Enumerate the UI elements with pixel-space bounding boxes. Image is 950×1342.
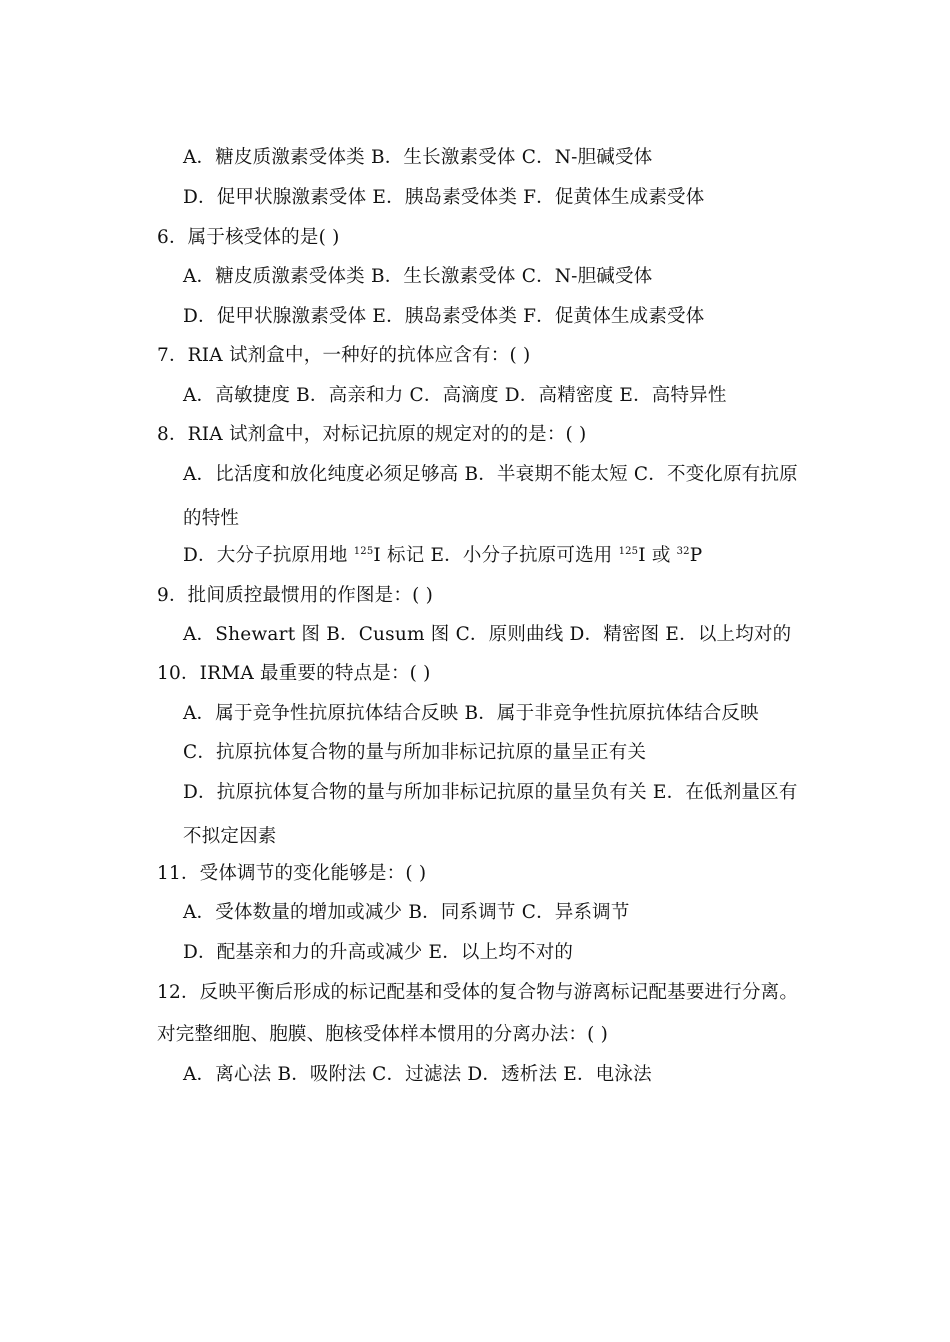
question-7: 7．RIA 试剂盒中，一种好的抗体应含有：( )	[157, 345, 531, 366]
question-12-continued: 对完整细胞、胞膜、胞核受体样本惯用的分离办法：( )	[157, 1024, 609, 1045]
option-line: D．促甲状腺激素受体 E．胰岛素受体类 F．促黄体生成素受体	[183, 187, 705, 208]
question-8: 8．RIA 试剂盒中，对标记抗原的规定对的的是：( )	[157, 424, 587, 445]
option-line: D．抗原抗体复合物的量与所加非标记抗原的量呈负有关 E．在低剂量区有	[183, 782, 798, 803]
option-line: C．抗原抗体复合物的量与所加非标记抗原的量呈正有关	[183, 742, 647, 763]
option-line: A．离心法 B．吸附法 C．过滤法 D．透析法 E．电泳法	[183, 1064, 652, 1085]
question-6: 6．属于核受体的是( )	[157, 227, 340, 248]
option-line: A．糖皮质激素受体类 B．生长激素受体 C．N-胆碱受体	[183, 266, 653, 287]
option-line-isotopes: D．大分子抗原用地 $^{125}$I 标记 E．小分子抗原可选用 $^{125}$I 或 $^{32}$P	[183, 545, 703, 566]
option-line: A．糖皮质激素受体类 B．生长激素受体 C．N-胆碱受体	[183, 147, 653, 168]
question-11: 11．受体调节的变化能够是：( )	[157, 863, 427, 884]
question-9: 9．批间质控最惯用的作图是：( )	[157, 585, 433, 606]
option-line: A．属于竞争性抗原抗体结合反映 B．属于非竞争性抗原抗体结合反映	[183, 703, 759, 724]
option-line-continued: 不拟定因素	[183, 826, 277, 847]
option-line: A．高敏捷度 B．高亲和力 C．高滴度 D．高精密度 E．高特异性	[183, 385, 727, 406]
option-line: A．Shewart 图 B．Cusum 图 C．原则曲线 D．精密图 E．以上均对的	[183, 624, 792, 645]
question-10: 10．IRMA 最重要的特点是：( )	[157, 663, 431, 684]
question-12: 12．反映平衡后形成的标记配基和受体的复合物与游离标记配基要进行分离。	[157, 982, 799, 1003]
superscript: 125	[353, 545, 374, 557]
option-line: A．受体数量的增加或减少 B．同系调节 C．异系调节	[183, 902, 630, 923]
superscript: 32	[676, 545, 690, 557]
option-line: A．比活度和放化纯度必须足够高 B．半衰期不能太短 C．不变化原有抗原	[183, 464, 798, 485]
option-line: D．促甲状腺激素受体 E．胰岛素受体类 F．促黄体生成素受体	[183, 306, 705, 327]
option-line-continued: 的特性	[183, 508, 240, 529]
option-line: D．配基亲和力的升高或减少 E．以上均不对的	[183, 942, 574, 963]
superscript: 125	[618, 545, 639, 557]
